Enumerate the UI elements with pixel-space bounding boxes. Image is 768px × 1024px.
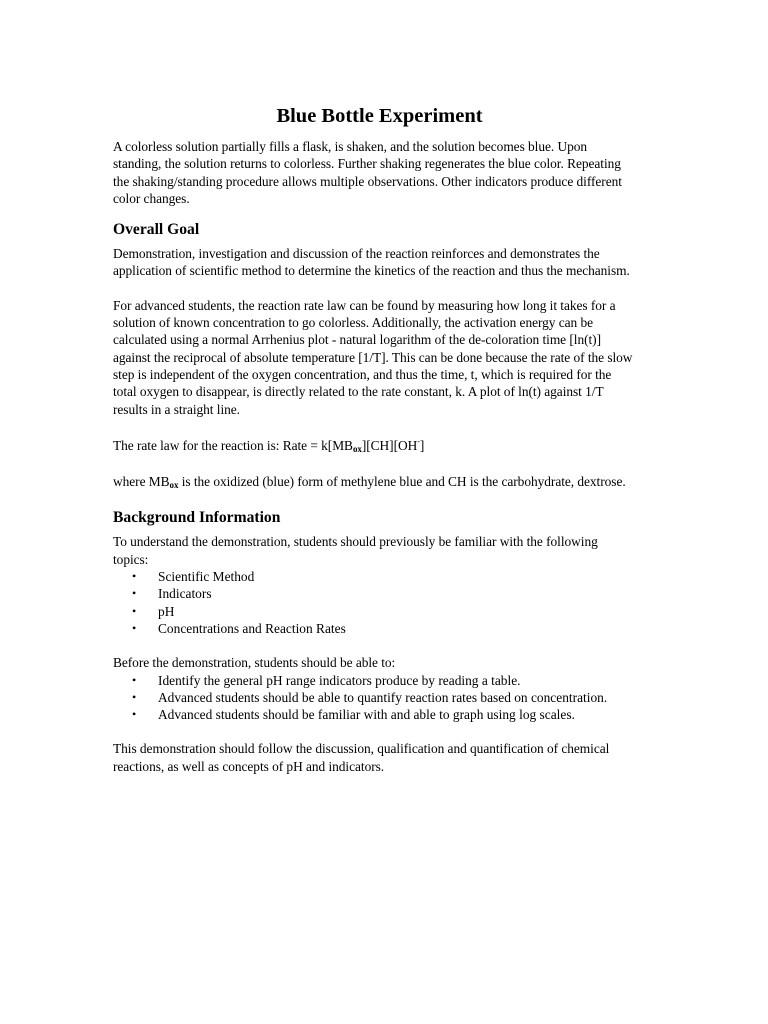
rate-law-middle: ][CH][OH [361, 437, 418, 453]
list-item [113, 585, 636, 602]
list-item-text: Advanced students should be able to quantify reaction rates based on concentration. [158, 689, 608, 705]
bullet-icon: • [132, 620, 137, 635]
bullet-icon: • [132, 603, 137, 618]
list-item [113, 672, 636, 689]
where-paragraph [113, 473, 636, 494]
background-heading: Background Information [113, 509, 281, 527]
rate-law-prefix: The rate law for the reaction is: Rate = k[MB [113, 437, 353, 453]
bullet-icon: • [132, 689, 137, 704]
list-item [113, 603, 636, 620]
page-title: Blue Bottle Experiment [276, 105, 483, 127]
list-item-text: Scientific Method [158, 569, 255, 585]
list-item [113, 568, 636, 585]
rate-law-suffix: ] [419, 437, 425, 453]
abilities-list [113, 672, 636, 724]
goal-paragraph-2: For advanced students, the reaction rate law can be found by measuring how long it takes for a solution of known concentration to go colorless. Additionally, the activation energy can be calculated using a normal Arrhenius plot - natural logarithm of the de-coloration time [ln(t)] against the reciprocal of absolute temperature [1/T]. This can be done because the rate of the slow step is independent of the oxygen concentration, and thus the time, t, which is required for the total oxygen to disappear, is directly related to the rate constant, k. A plot of ln(t) against 1/T results in a straight line. [113, 297, 633, 417]
before-paragraph: Before the demonstration, students should be able to: [113, 655, 396, 671]
intro-paragraph: A colorless solution partially fills a flask, is shaken, and the solution becomes blue. Upon standing, the solution returns to colorless. Further shaking regenerates the blue color. Repeating the shaking/standing procedure allows multiple observations. Other indicators produce different color changes. [113, 139, 622, 206]
topics-list [113, 568, 636, 637]
list-item [113, 689, 636, 706]
goal-paragraph-1: Demonstration, investigation and discussion of the reaction reinforces and demonstrates the application of scientific method to determine the kinetics of the reaction and thus the mechanism. [113, 246, 630, 279]
overall-goal-heading: Overall Goal [113, 221, 200, 239]
rate-law-superscript: - [417, 436, 420, 446]
list-item-text: Identify the general pH range indicators produce by reading a table. [158, 672, 521, 688]
list-item [113, 620, 636, 637]
rate-law-subscript: ox [352, 443, 362, 454]
where-suffix: is the oxidized (blue) form of methylene blue and CH is the carbohydrate, dextrose. [178, 474, 626, 490]
list-item-text: pH [158, 603, 175, 619]
bullet-icon: • [132, 707, 137, 722]
bullet-icon: • [132, 569, 137, 584]
list-item-text: Advanced students should be familiar with and able to graph using log scales. [158, 707, 575, 723]
list-item-text: Indicators [158, 586, 212, 602]
where-prefix: where MB [113, 474, 170, 490]
background-intro: To understand the demonstration, students should previously be familiar with the following topics: [113, 534, 598, 567]
list-item-text: Concentrations and Reaction Rates [158, 620, 346, 636]
closing-paragraph: This demonstration should follow the discussion, qualification and quantification of chemical reactions, as well as concepts of pH and indicators. [113, 741, 610, 774]
where-subscript: ox [169, 480, 179, 491]
list-item [113, 706, 636, 723]
rate-law-line [113, 433, 636, 458]
bullet-icon: • [132, 672, 137, 687]
bullet-icon: • [132, 586, 137, 601]
